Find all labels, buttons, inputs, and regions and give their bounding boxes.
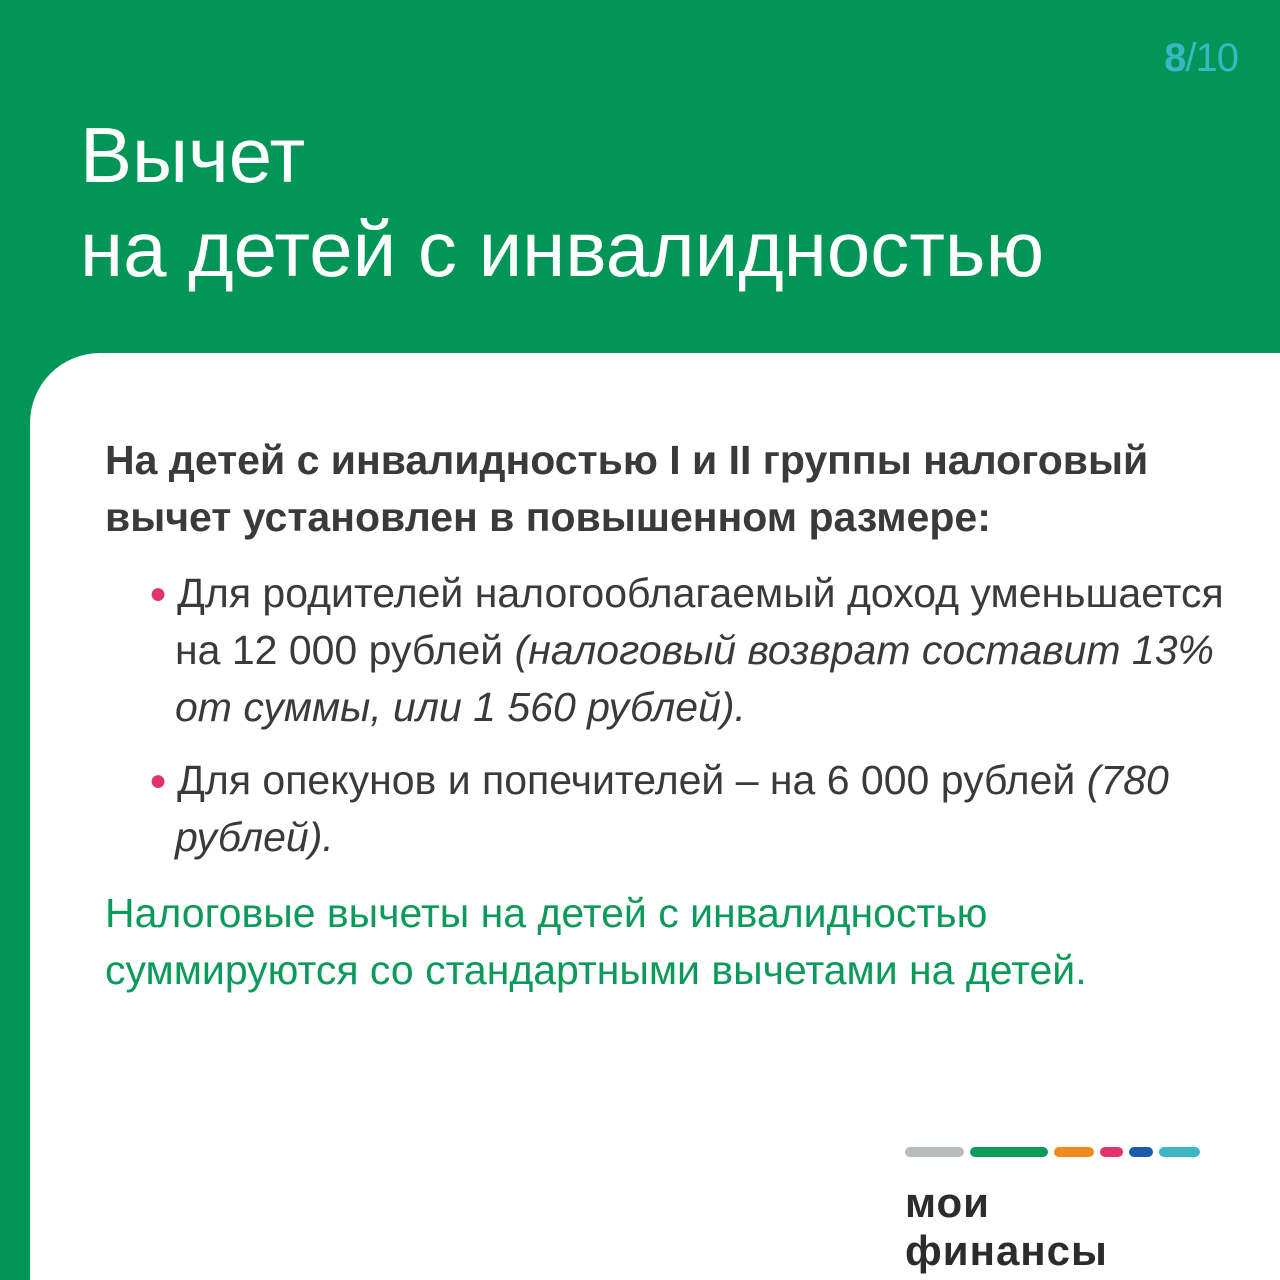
page-counter: [1164, 36, 1238, 81]
page-total: 10: [1195, 36, 1238, 80]
bullet-dot-icon: ●: [149, 764, 168, 797]
bullet-item-parents: [149, 565, 1255, 736]
bullet-text: Для родителей налогооблагаемый доход уменьшается на 12 000 рублей: [175, 570, 1224, 673]
logo-text: мои финансы: [905, 1179, 1108, 1274]
page-separator: /: [1185, 36, 1196, 80]
page-current: 8: [1164, 36, 1186, 80]
title-line-2: на детей с инвалидностью: [80, 205, 1045, 293]
brand-logo: [905, 1147, 1200, 1275]
bullet-dot-icon: ●: [149, 577, 168, 610]
summary-note: Налоговые вычеты на детей с инвалидностью суммируются со стандартными вычетами на детей.: [105, 890, 1087, 993]
logo-bar: [970, 1147, 1049, 1157]
bullet-note: (780 рублей).: [175, 757, 1169, 860]
lead-paragraph: На детей с инвалидностью I и II группы налоговый вычет установлен в повышенном размере:: [105, 437, 1149, 540]
bullet-item-guardians: [149, 752, 1255, 866]
logo-bar: [1129, 1147, 1153, 1157]
logo-bar: [1159, 1147, 1200, 1157]
bullet-text: Для опекунов и попечителей – на 6 000 рублей: [177, 757, 1076, 803]
logo-bar: [1100, 1147, 1124, 1157]
bullet-note: (налоговый возврат составит 13% от суммы, или 1 560 рублей).: [175, 627, 1214, 730]
page-title: [80, 108, 1044, 296]
logo-bar: [1054, 1147, 1093, 1157]
logo-color-bars: [905, 1147, 1200, 1157]
logo-bar: [905, 1147, 964, 1157]
title-line-1: Вычет: [80, 111, 306, 199]
